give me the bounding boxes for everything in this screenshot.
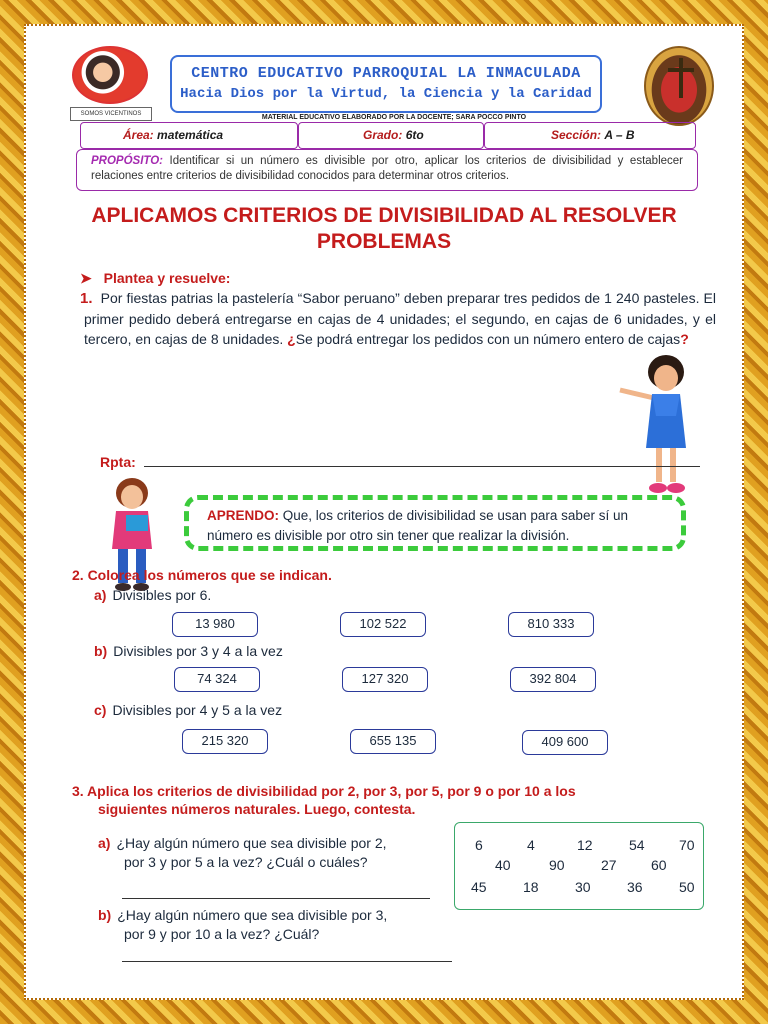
question-2b (94, 642, 283, 661)
seccion-value: A – B (604, 128, 635, 142)
number-box-2b-3[interactable]: 392 804 (510, 667, 596, 692)
panel-number: 90 (549, 857, 565, 873)
panel-number: 18 (523, 879, 539, 895)
grado-field (298, 122, 484, 149)
question-3-title-line-2: siguientes números naturales. Luego, contesta. (98, 801, 416, 817)
question-3a-answer-line[interactable] (122, 898, 430, 899)
question-2a (94, 586, 211, 605)
question-2c (94, 701, 282, 720)
number-box-2c-3[interactable]: 409 600 (522, 730, 608, 755)
question-3b-line-1 (98, 906, 387, 925)
proposito-label: PROPÓSITO: (91, 155, 163, 167)
question-2a-letter: a) (94, 587, 107, 603)
panel-number: 27 (601, 857, 617, 873)
number-box-2b-1[interactable]: 74 324 (174, 667, 260, 692)
number-box-2c-1[interactable]: 215 320 (182, 729, 268, 754)
question-1-question: Se podrá entregar los pedidos con un número entero de cajas (295, 331, 681, 347)
question-3a-text-1: ¿Hay algún número que sea divisible por 2, (116, 835, 387, 851)
question-3b-line-2: por 9 y por 10 a la vez? ¿Cuál? (124, 926, 320, 942)
question-1-open-mark: ¿ (287, 331, 296, 347)
question-3-title-line-1: 3. Aplica los criterios de divisibilidad por 2, por 3, por 5, por 9 o por 10 a los (72, 783, 576, 799)
material-author-line: MATERIAL EDUCATIVO ELABORADO POR LA DOCENTE; SARA POCCO PINTO (261, 114, 527, 121)
proposito-box (76, 149, 698, 191)
number-box-2c-2[interactable]: 655 135 (350, 729, 436, 754)
grado-value: 6to (405, 128, 424, 142)
number-box-2a-3[interactable]: 810 333 (508, 612, 594, 637)
worksheet-page (32, 30, 736, 992)
number-box-2b-2[interactable]: 127 320 (342, 667, 428, 692)
question-3b-answer-line[interactable] (122, 961, 452, 962)
panel-number: 30 (575, 879, 591, 895)
area-value: matemática (157, 128, 224, 142)
panel-number: 12 (577, 837, 593, 853)
question-2b-text: Divisibles por 3 y 4 a la vez (113, 643, 283, 659)
panel-number: 60 (651, 857, 667, 873)
aprendo-box (184, 495, 686, 551)
area-field (80, 122, 298, 149)
proposito-text: Identificar si un número es divisible por otro, aplicar los criterios de divisibilidad y establecer relaciones entre criterios de divisibilidad conocidos para determinar otros criterios. (91, 155, 683, 182)
panel-number: 50 (679, 879, 695, 895)
question-3a-line-2: por 3 y por 5 a la vez? ¿Cuál o cuáles? (124, 854, 368, 870)
cross-icon (679, 58, 683, 98)
cross-bar-icon (668, 68, 694, 72)
question-1-text: Por fiestas patrias la pastelería “Sabor peruano” deben preparar tres pedidos de 1 240 pasteles. El primer pedido deberá entregarse en cajas de 4 unidades; el segundo, en cajas de 6 unidades, y el tercero, en cajas de 8 unidades. (84, 290, 717, 347)
school-motto: Hacia Dios por la Virtud, la Ciencia y la Caridad (180, 86, 592, 102)
seccion-field (484, 122, 696, 149)
plantea-text: Plantea y resuelve: (103, 270, 231, 286)
rpta-answer-line[interactable] (144, 455, 700, 467)
school-name: CENTRO EDUCATIVO PARROQUIAL LA INMACULADA (191, 65, 581, 82)
grado-label: Grado: (363, 128, 403, 142)
aprendo-label: APRENDO: (207, 508, 280, 523)
question-2a-text: Divisibles por 6. (112, 587, 212, 603)
plantea-heading (80, 270, 230, 287)
question-2b-letter: b) (94, 643, 108, 659)
arrow-bullet-icon: ➤ (80, 270, 92, 286)
school-logo-left (72, 46, 148, 104)
panel-number: 70 (679, 837, 695, 853)
numbers-panel (454, 822, 704, 910)
rpta-label: Rpta: (100, 454, 136, 470)
question-1-body (56, 288, 716, 349)
question-3a-line-1 (98, 834, 387, 853)
area-label: Área: (123, 128, 154, 142)
number-box-2a-1[interactable]: 13 980 (172, 612, 258, 637)
number-box-2a-2[interactable]: 102 522 (340, 612, 426, 637)
panel-number: 6 (475, 837, 483, 853)
question-3b-text-1: ¿Hay algún número que sea divisible por 3, (117, 907, 388, 923)
seccion-label: Sección: (551, 128, 602, 142)
question-2c-text: Divisibles por 4 y 5 a la vez (112, 702, 283, 718)
rpta-answer-row (100, 454, 704, 470)
school-header-box (170, 55, 602, 113)
panel-number: 45 (471, 879, 487, 895)
question-1-number: 1. (80, 290, 93, 307)
question-1-close-mark: ? (680, 331, 689, 347)
question-2c-letter: c) (94, 702, 107, 718)
girl-pointing-illustration (618, 350, 698, 500)
logo-left-tag: SOMOS VICENTINOS (70, 107, 152, 121)
question-3a-letter: a) (98, 835, 111, 851)
question-1 (56, 288, 716, 349)
question-3b-letter: b) (98, 907, 112, 923)
aprendo-text: Que, los criterios de divisibilidad se usan para saber sí un número es divisible por otro sin tener que realizar la división. (207, 508, 628, 543)
panel-number: 4 (527, 837, 535, 853)
panel-number: 36 (627, 879, 643, 895)
religious-emblem-logo (644, 46, 714, 126)
question-2-title: 2. Colorea los números que se indican. (72, 567, 332, 583)
panel-number: 40 (495, 857, 511, 873)
panel-number: 54 (629, 837, 645, 853)
page-title: APLICAMOS CRITERIOS DE DIVISIBILIDAD AL RESOLVER PROBLEMAS (91, 204, 677, 253)
